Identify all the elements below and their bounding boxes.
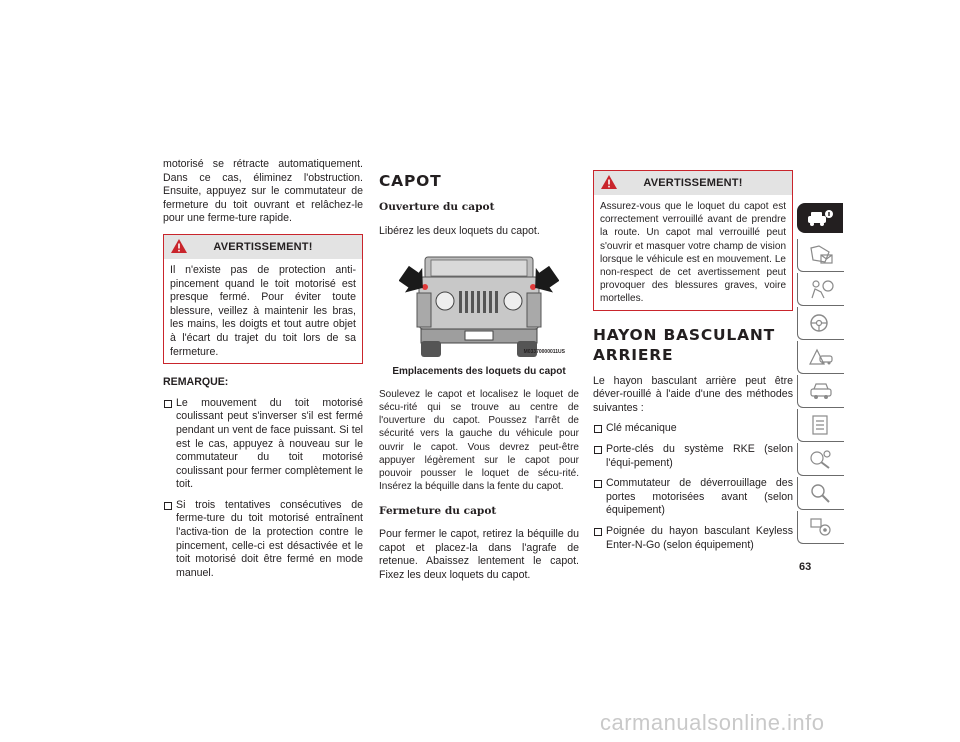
warning-header [594,171,792,195]
column-middle [379,171,579,582]
wrench-settings-icon [807,448,835,470]
body-text: Le hayon basculant arrière peut être déver-rouillé à l'aide d'une des méthodes suivantes : [593,374,793,414]
heading-line: ARRIERE [593,345,674,364]
side-tab-language[interactable] [797,511,844,544]
warning-title: AVERTISSEMENT! [213,240,313,253]
body-text: Pour fermer le capot, retirez la béquille du capot et placez-la dans l'agrafe de retenue. Abaissez lentement le capot. Fixez les deux loquets du capot. [379,528,579,581]
mail-icon [807,244,835,266]
subheading-ouverture: Ouverture du capot [379,201,495,213]
watermark: carmanualsonline.info [600,710,825,735]
column-right [593,170,793,552]
warning-text: Il n'existe pas de protection anti-pincement quand le toit motorisé est presque fermé. Pour éviter toute blessure, veillez à maintenir les bras, les mains, les doigts et tout autre objet à l'écart du trajet du toit lors de sa fermeture. [170,263,356,358]
list-item: Poignée du hayon basculant Keyless Enter-N-Go (selon équipement) [593,525,793,552]
intro-text: motorisé se rétracte automatiquement. Dans ce cas, éliminez l'obstruction. Ensuite, appuyez sur le commutateur de fermeture du toit ouvrant et relâchez-le pour une ferme-ture rapide. [163,158,363,225]
remark-label: REMARQUE: [163,376,229,389]
search-icon [807,482,835,504]
list-item: Si trois tentatives consécutives de ferme-ture du toit motorisé entraînent l'activa-tion de la protection contre le pincement, celle-ci est désactivée et le toit motorisé doit être fermé en mode manuel. [163,499,363,581]
car-info-icon [806,208,834,228]
side-tab-search[interactable] [797,477,844,510]
figure-caption: Emplacements des loquets du capot [392,366,566,378]
side-tab-airbag[interactable] [797,273,844,306]
jeep-hood-latch-illustration [399,253,565,361]
warning-title: AVERTISSEMENT! [643,177,743,189]
column-left [163,158,363,580]
checklist-icon [807,414,835,436]
car-service-icon [807,380,835,402]
section-heading-hayon [593,325,793,365]
warning-crash-icon [807,346,835,368]
warning-box [593,170,793,311]
warning-header [164,235,362,259]
side-tab-car-service[interactable] [797,375,844,408]
side-tab-crash[interactable] [797,341,844,374]
section-heading-capot: CAPOT [379,172,442,190]
side-tab-checklist[interactable] [797,409,844,442]
list-item: Commutateur de déverrouillage des portes motorisées avant (selon équipement) [593,477,793,518]
list-item: Le mouvement du toit motorisé coulissant peut s'inverser s'il est fermé pendant un vent de face puissant. Si tel est le cas, appuyez à nouveau sur le commutateur du toit motorisé coulissant pour fermer complètement le toit. [163,397,363,492]
airbag-person-icon [807,278,835,300]
page-number: 63 [799,561,812,573]
list-item: Porte-clés du système RKE (selon l'équi-pement) [593,443,793,470]
heading-line: HAYON BASCULANT [593,325,776,344]
body-text: Soulevez le capot et localisez le loquet de sécu-rité qui se trouve au centre de l'ouverture du capot. Poussez l'arrêt de sécurité vers la gauche du véhicule pour ouvrir le capot. Vous devrez peut-être appuyer légèrement sur le capot pour pouvoir pousser le loquet de sécu-rité. Insérez la béquille dans la fente du capot. [379,388,579,493]
steering-wheel-icon [807,312,835,334]
warning-box [163,234,363,364]
subheading-fermeture: Fermeture du capot [379,505,497,518]
list-item: Clé mécanique [593,422,793,436]
figure-code: M03370000011US [523,348,565,355]
side-tab-steering[interactable] [797,307,844,340]
language-settings-icon [807,516,835,538]
side-tab-wrench[interactable] [797,443,844,476]
side-tab-mail[interactable] [797,239,844,272]
body-text: Libérez les deux loquets du capot. [379,224,540,237]
side-tab-car-info[interactable] [797,203,843,233]
warning-triangle-icon [600,174,618,190]
warning-triangle-icon [170,238,188,254]
warning-text: Assurez-vous que le loquet du capot est correctement verrouillé avant de prendre la route. Un capot mal verrouillé peut s'ouvrir et masquer votre champ de vision lorsque le véhicule est en mouvement. Le non-respect de cet avertissement peut provoquer des blessures graves, voire mortelles. [600,201,786,305]
